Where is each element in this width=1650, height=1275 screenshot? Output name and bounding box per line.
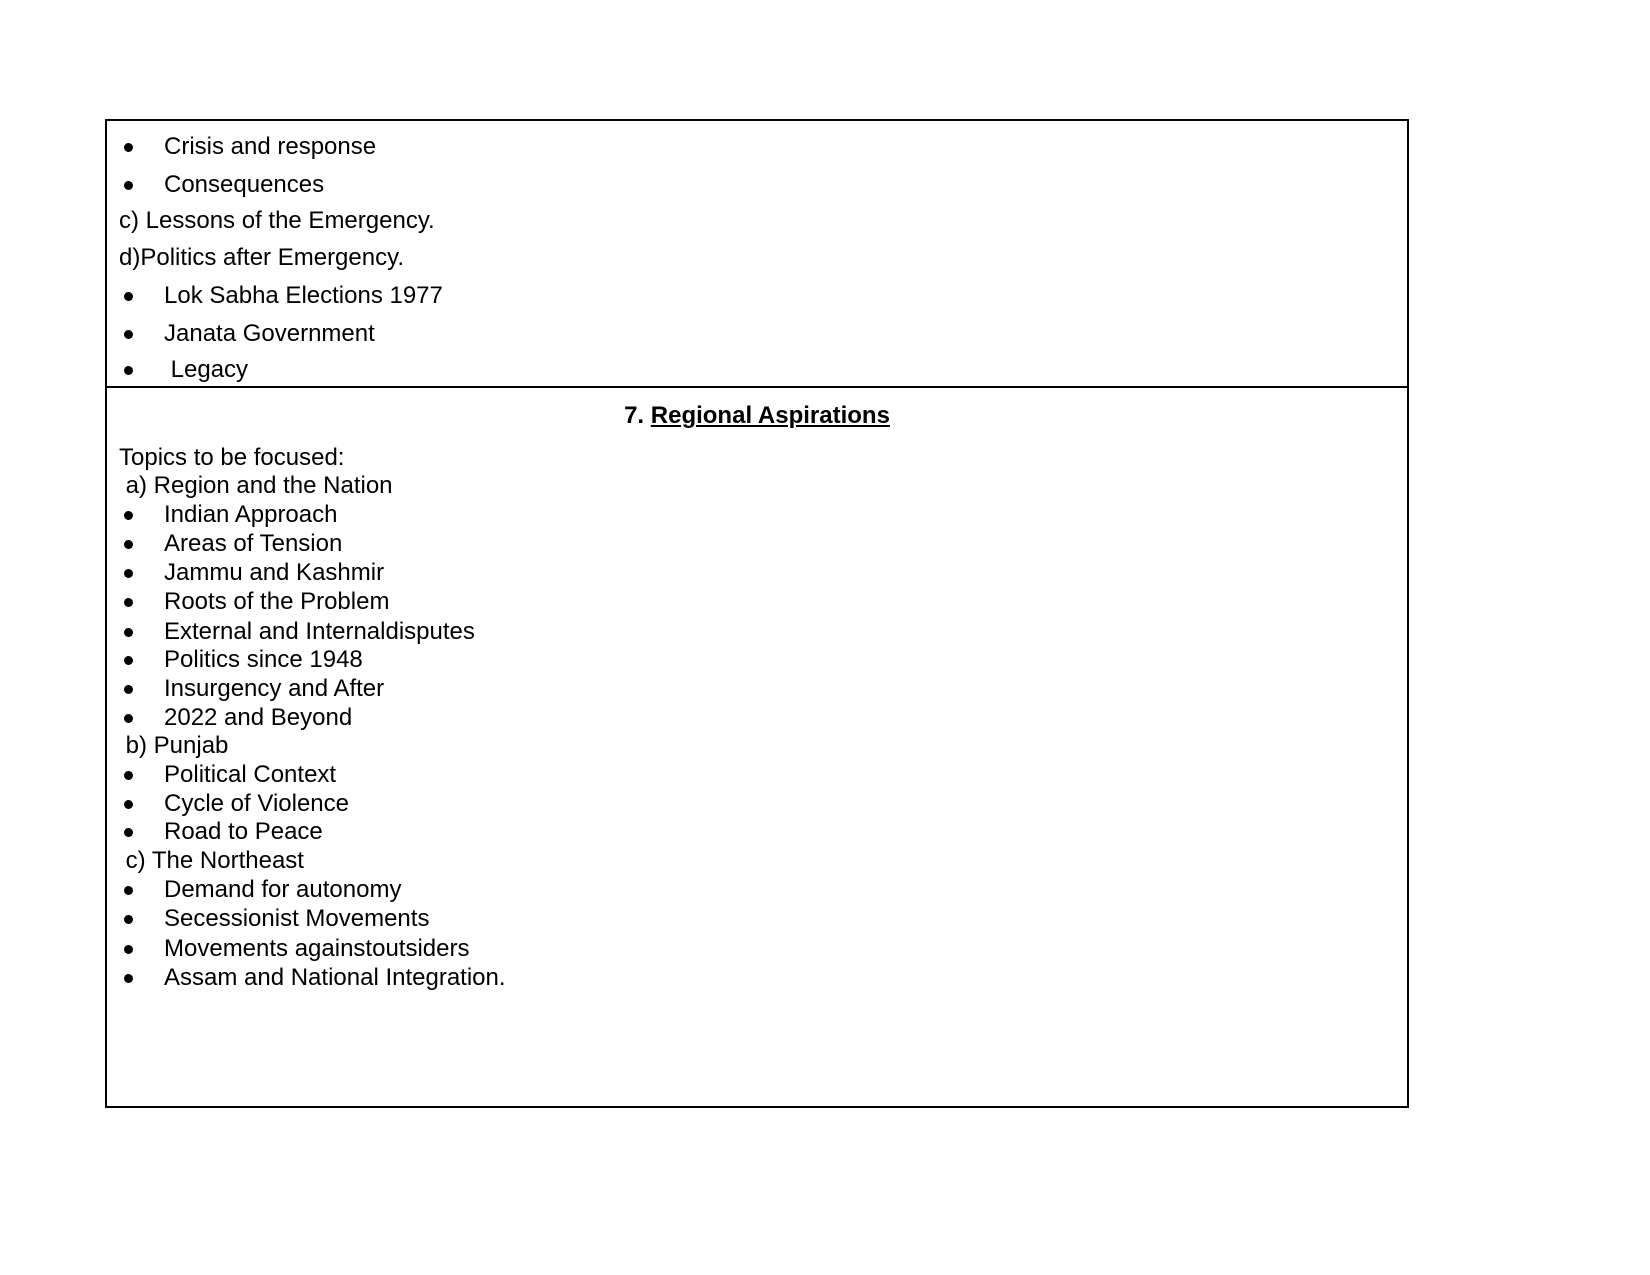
- bullet-item: Political Context: [164, 761, 337, 788]
- bullet-icon: [124, 366, 133, 375]
- bullet-item: Cycle of Violence: [164, 790, 349, 817]
- list-heading-text: b) Punjab: [119, 732, 229, 759]
- list-heading-text: Topics to be focused:: [119, 444, 345, 471]
- regional-aspirations-cell: [107, 388, 1407, 1106]
- bullet-item: Road to Peace: [164, 818, 323, 845]
- bullet-icon: [124, 292, 133, 301]
- section-heading: [107, 402, 1407, 430]
- list-heading-text: c) Lessons of the Emergency.: [119, 207, 435, 234]
- syllabus-table: [105, 119, 1409, 1108]
- bullet-icon: [124, 181, 133, 190]
- list-heading-text: c) The Northeast: [119, 847, 304, 874]
- bullet-icon: [124, 511, 133, 520]
- bullet-item: Jammu and Kashmir: [164, 559, 385, 586]
- bullet-item: Consequences: [164, 171, 325, 198]
- list-heading-text: a) Region and the Nation: [119, 472, 393, 499]
- bullet-item: Indian Approach: [164, 501, 338, 528]
- bullet-icon: [124, 771, 133, 780]
- bullet-icon: [124, 714, 133, 723]
- bullet-item: Movements againstoutsiders: [164, 935, 470, 962]
- bullet-icon: [124, 800, 133, 809]
- bullet-icon: [124, 330, 133, 339]
- bullet-icon: [124, 628, 133, 637]
- bullet-item: Secessionist Movements: [164, 905, 430, 932]
- list-heading-text: d)Politics after Emergency.: [119, 244, 404, 271]
- bullet-item: Assam and National Integration.: [164, 964, 506, 991]
- bullet-icon: [124, 828, 133, 837]
- bullet-icon: [124, 974, 133, 983]
- section-title: Regional Aspirations: [650, 402, 890, 429]
- section-number: 7.: [624, 402, 645, 429]
- bullet-icon: [124, 540, 133, 549]
- bullet-item: 2022 and Beyond: [164, 704, 353, 731]
- bullet-icon: [124, 945, 133, 954]
- bullet-item: Politics since 1948: [164, 646, 363, 673]
- bullet-item: Lok Sabha Elections 1977: [164, 282, 443, 309]
- bullet-icon: [124, 685, 133, 694]
- previous-section-cell: [107, 121, 1407, 388]
- bullet-item: Insurgency and After: [164, 675, 385, 702]
- bullet-item: Legacy: [164, 356, 249, 383]
- bullet-item: Roots of the Problem: [164, 588, 390, 615]
- bullet-icon: [124, 143, 133, 152]
- bullet-icon: [124, 569, 133, 578]
- bullet-item: Demand for autonomy: [164, 876, 402, 903]
- bullet-item: Crisis and response: [164, 133, 377, 160]
- bullet-icon: [124, 886, 133, 895]
- bullet-item: External and Internaldisputes: [164, 618, 475, 645]
- bullet-icon: [124, 656, 133, 665]
- bullet-icon: [124, 598, 133, 607]
- bullet-item: Areas of Tension: [164, 530, 343, 557]
- bullet-icon: [124, 915, 133, 924]
- bullet-item: Janata Government: [164, 320, 375, 347]
